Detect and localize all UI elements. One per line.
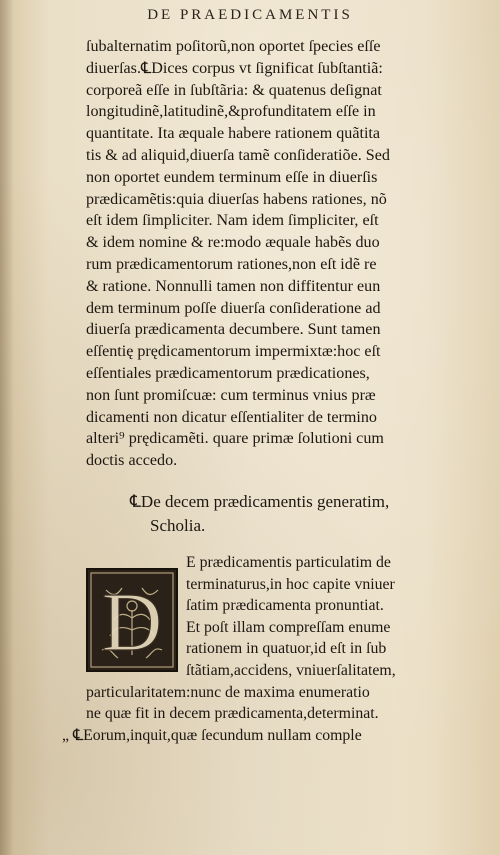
text-line: longitudinẽ,latitudinẽ,&profunditatem eſſe in (86, 103, 376, 121)
text-line: diuerſa prædicamenta decumbere. Sunt tamen (86, 321, 381, 339)
text-line: terminaturus,in hoc capite vniuer (186, 575, 395, 593)
text-line: Et poſt illam compreſſam enume (186, 618, 391, 636)
text-line: alteri⁹ prędicamẽti. quare primæ ſolutioni cum (86, 430, 384, 448)
text-line: & ratione. Nonnulli tamen non diffitentur eun (86, 277, 381, 295)
text-line: E prædicamentis particulatim de (186, 554, 391, 571)
text-line: particularitatem:nunc de maxima enumeratio (86, 683, 370, 701)
text-line: ſtãtiam,accidens, vniuerſalitatem, (186, 661, 396, 679)
body-text (86, 36, 464, 472)
section-heading-line: Scholia. (150, 516, 206, 535)
text-line: „ ℄Eorum,inquit,quæ ſecundum nullam comple (62, 726, 362, 744)
text-line: prædicamẽtis:quia diuerſas habens rationes, nõ (86, 190, 387, 208)
text-line: diuerſas.℄Dices corpus vt ſignificat ſubſtantiã: (86, 59, 383, 77)
text-line: eſſentiales prædicamentorum prædicationes, (86, 364, 370, 382)
section-heading-line: ℄De decem prædicamentis generatim, (130, 492, 390, 511)
scholia-paragraph (62, 552, 466, 746)
text-line: rationem in quatuor,id eſt in ſub (186, 640, 387, 658)
text-line: quantitate. Ita æquale habere rationem quãtita (86, 125, 381, 143)
text-line: doctis accedo. (86, 452, 178, 470)
section-heading (130, 490, 470, 538)
text-line: ne quæ fit in decem prædicamenta,determinat. (86, 705, 379, 723)
text-line: & idem nomine & re:modo æquale habẽs duo (86, 234, 380, 252)
text-line: dem terminum poſſe diuerſa conſideratione ad (86, 299, 381, 317)
text-line: corporeã eſſe in ſubſtãria: & quatenus deſignat (86, 81, 382, 99)
text-line: ſubalternatim poſitorũ,non oportet ſpecies eſſe (86, 38, 381, 55)
text-line: eſſentię prędicamentorum impermixtæ:hoc eſt (86, 343, 381, 361)
text-line: tis & ad aliquid,diuerſa tamẽ conſideratiõe. Sed (86, 146, 390, 164)
text-line: non oportet eundem terminum eſſe in diuerſis (86, 168, 378, 186)
text-line: rum prædicamentorum rationes,non eſt idẽ re (86, 255, 377, 273)
text-line: eſt idem ſimpliciter. Nam idem ſimpliciter, eſt (86, 212, 379, 230)
text-line: non ſunt promiſcuæ: cum terminus vnius præ (86, 386, 376, 404)
initial-letter: D (101, 576, 163, 669)
running-head: DE PRAEDICAMENTIS (147, 7, 353, 23)
text-line: ſatim prædicamenta pronuntiat. (186, 597, 384, 615)
text-line: dicamenti non dicatur eſſentialiter de termino (86, 408, 377, 426)
